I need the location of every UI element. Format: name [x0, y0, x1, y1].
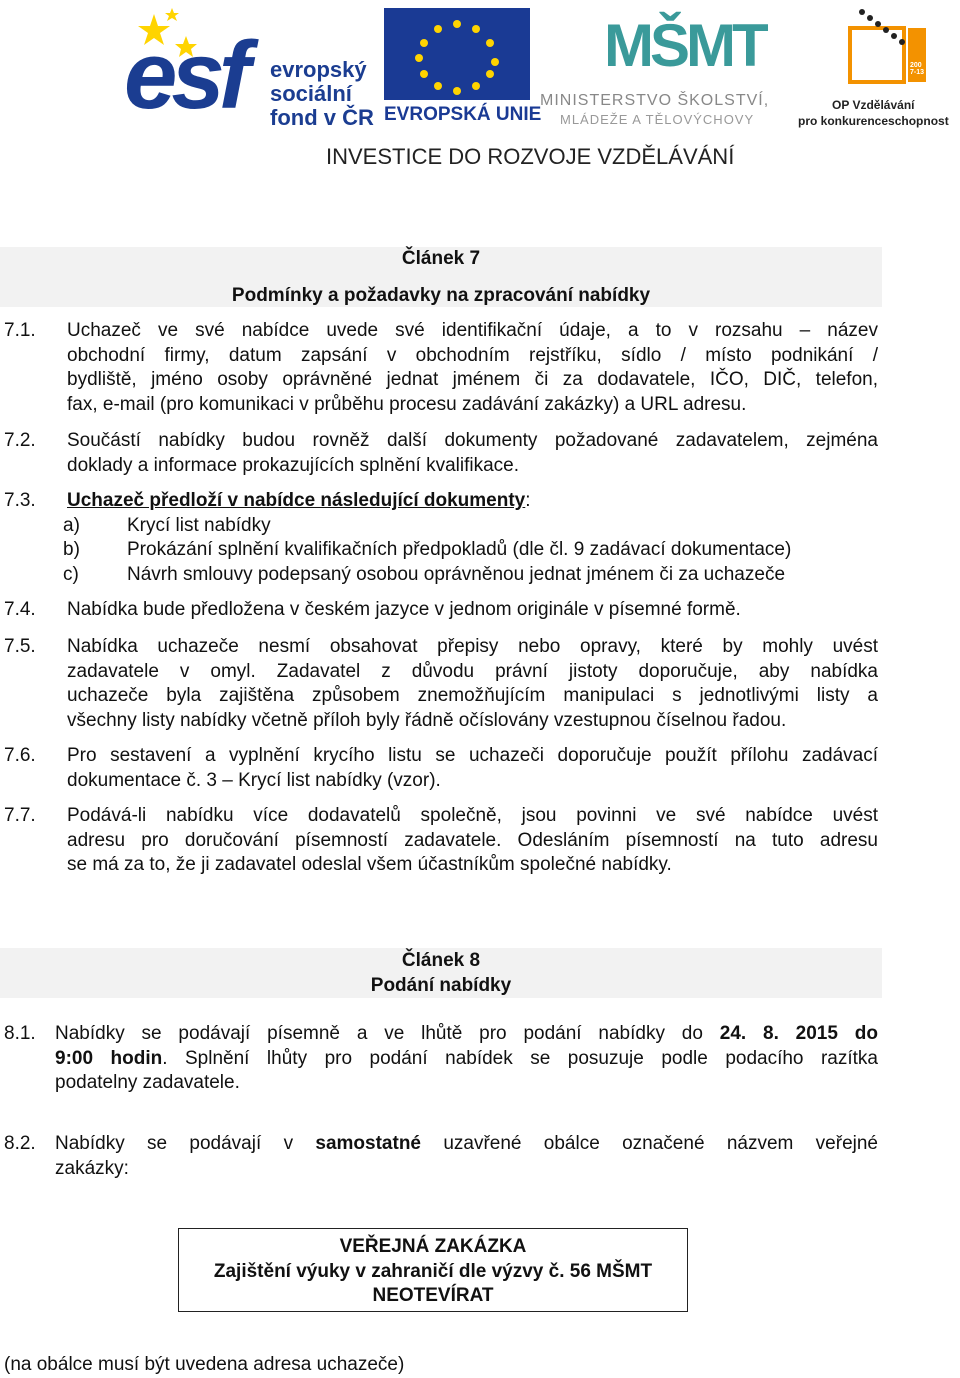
investice-banner: INVESTICE DO ROZVOJE VZDĚLÁVÁNÍ — [326, 144, 735, 169]
paragraph-7-1 — [67, 319, 878, 417]
eu-label: EVROPSKÁ UNIE — [384, 104, 542, 125]
item-7-3-heading — [67, 489, 531, 514]
op-badge: 2007-13 — [910, 62, 925, 76]
list-item — [63, 514, 271, 539]
paragraph-line — [55, 1132, 878, 1157]
footnote: (na obálce musí být uvedena adresa uchazeče) — [4, 1354, 405, 1375]
article7-title: Článek 7 — [401, 248, 481, 269]
op-logo-icon — [812, 6, 942, 96]
paragraph-line — [55, 1022, 878, 1047]
box-line: Zajištění výuky v zahraničí dle výzvy č. 56 MŠMT — [213, 1260, 653, 1282]
eu-logo — [384, 8, 542, 126]
list-mark: c) — [63, 564, 79, 585]
heading-colon: : — [525, 490, 531, 511]
paragraph-line: podatelny zadavatele. — [55, 1072, 240, 1093]
paragraph-line: obchodní firmy, datum zapsání v obchodním rejstříku, sídlo / místo podnikání / — [67, 344, 878, 366]
article8-subtitle: Podání nabídky — [370, 975, 512, 996]
item-number: 7.6. — [4, 745, 36, 766]
paragraph-line: uchazeče byla zajištěna způsobem znemožňujícím manipulaci s jednotlivými listy a — [67, 685, 878, 706]
text-run: uzavřené obálce označené názvem veřejné — [421, 1133, 878, 1154]
paragraph-line: se má za to, že ji zadavatel odeslal všem účastníkům společné nabídky. — [67, 854, 672, 875]
paragraph-line: všechny listy nabídky včetně příloh byly řádně očíslovány vzestupnou číselnou řadou. — [67, 709, 787, 731]
text-run: Nabídky se podávají v — [55, 1133, 316, 1154]
box-line: NEOTEVÍRAT — [372, 1285, 494, 1306]
article8-title: Článek 8 — [401, 950, 481, 971]
paragraph-line: Nabídka bude předložena v českém jazyce v jednom originále v písemné formě. — [67, 599, 741, 620]
op-line2: pro konkurenceschopnost — [798, 114, 949, 128]
paragraph-7-4 — [67, 598, 878, 623]
item-number: 7.7. — [4, 805, 36, 826]
eu-flag-icon — [384, 8, 530, 100]
deadline-time: 9:00 hodin — [55, 1047, 163, 1069]
paragraph-line: fax, e-mail (pro komunikaci v průběhu procesu zadávání zakázky) a URL adresu. — [67, 393, 747, 415]
emphasis-word: samostatné — [315, 1133, 421, 1154]
deadline-date: 24. 8. 2015 do — [719, 1023, 878, 1044]
paragraph-7-7 — [67, 804, 878, 878]
op-logo — [798, 6, 958, 128]
paragraph-line: Podává-li nabídku více dodavatelů společně, jsou povinni ve své nabídce uvést — [67, 805, 878, 826]
paragraph-line: Součástí nabídky budou rovněž další dokumenty požadované zadavatelem, zejména — [67, 430, 878, 451]
paragraph-line: Uchazeč ve své nabídce uvede své identifikační údaje, a to v rozsahu – název — [67, 320, 878, 341]
item-number: 7.4. — [4, 599, 36, 620]
op-line1: OP Vzdělávání — [832, 98, 915, 112]
paragraph-line: dokumentace č. 3 – Krycí list nabídky (vzor). — [67, 769, 441, 791]
msmt-line1: MINISTERSTVO ŠKOLSTVÍ, — [540, 92, 770, 109]
paragraph-7-6 — [67, 744, 878, 793]
msmt-line2: MLÁDEŽE A TĚLOVÝCHOVY — [560, 112, 755, 127]
list-mark: b) — [63, 539, 80, 560]
item-number: 7.2. — [4, 430, 36, 451]
item-number: 7.3. — [4, 490, 36, 511]
documents-heading: Uchazeč předloží v nabídce následující dokumenty — [67, 490, 526, 511]
list-item — [63, 538, 791, 563]
esf-line3: fond v ČR — [270, 105, 374, 130]
list-mark: a) — [63, 515, 80, 536]
paragraph-line: Nabídka uchazeče nesmí obsahovat přepisy nebo opravy, které by mohly uvést — [67, 636, 878, 657]
item-number: 8.2. — [4, 1133, 36, 1154]
envelope-label-box — [178, 1228, 688, 1312]
esf-line1: evropský — [270, 57, 367, 82]
article7-subtitle: Podmínky a požadavky na zpracování nabídky — [231, 285, 651, 306]
paragraph-line: doklady a informace prokazujících splnění kvalifikace. — [67, 454, 520, 476]
esf-logo — [124, 6, 374, 130]
text-run: . Splnění lhůty pro podání nabídek se posuzuje podle podacího razítka — [162, 1047, 879, 1069]
paragraph-line: zakázky: — [55, 1157, 129, 1179]
paragraph-8-2 — [55, 1132, 878, 1181]
paragraph-line: zadavatele v omyl. Zadavatel z důvodu právní jistoty doporučuje, aby nabídka — [67, 660, 878, 682]
paragraph-8-1 — [55, 1022, 878, 1096]
list-text: Návrh smlouvy podepsaný osobou oprávněnou jednat jménem či za uchazeče — [127, 564, 786, 585]
list-text: Krycí list nabídky — [127, 515, 271, 536]
item-number: 7.5. — [4, 636, 36, 657]
esf-line2: sociální — [270, 81, 352, 106]
item-number: 7.1. — [4, 320, 36, 341]
paragraph-line — [55, 1047, 878, 1072]
msmt-logo — [540, 6, 790, 126]
logo-header — [0, 0, 960, 180]
esf-mark: esf — [124, 22, 245, 129]
list-item — [63, 563, 785, 588]
text-run: Nabídky se podávají písemně a ve lhůtě pro podání nabídky do — [55, 1023, 720, 1044]
paragraph-line: bydliště, jméno osoby oprávněné jednat jménem či za dodavatele, IČO, DIČ, telefon, — [67, 369, 878, 390]
paragraph-line: Pro sestavení a vyplnění krycího listu se uchazeči doporučuje použít přílohu zadávací — [67, 745, 878, 766]
paragraph-line: adresu pro doručování písemností zadavatele. Odesláním písemností na tuto adresu — [67, 829, 878, 851]
box-line: VEŘEJNÁ ZAKÁZKA — [339, 1236, 527, 1257]
paragraph-7-5 — [67, 635, 878, 733]
msmt-mark: MŠMT — [604, 12, 765, 79]
list-text: Prokázání splnění kvalifikačních předpokladů (dle čl. 9 zadávací dokumentace) — [127, 539, 792, 560]
item-number: 8.1. — [4, 1023, 36, 1044]
paragraph-7-2 — [67, 429, 878, 478]
